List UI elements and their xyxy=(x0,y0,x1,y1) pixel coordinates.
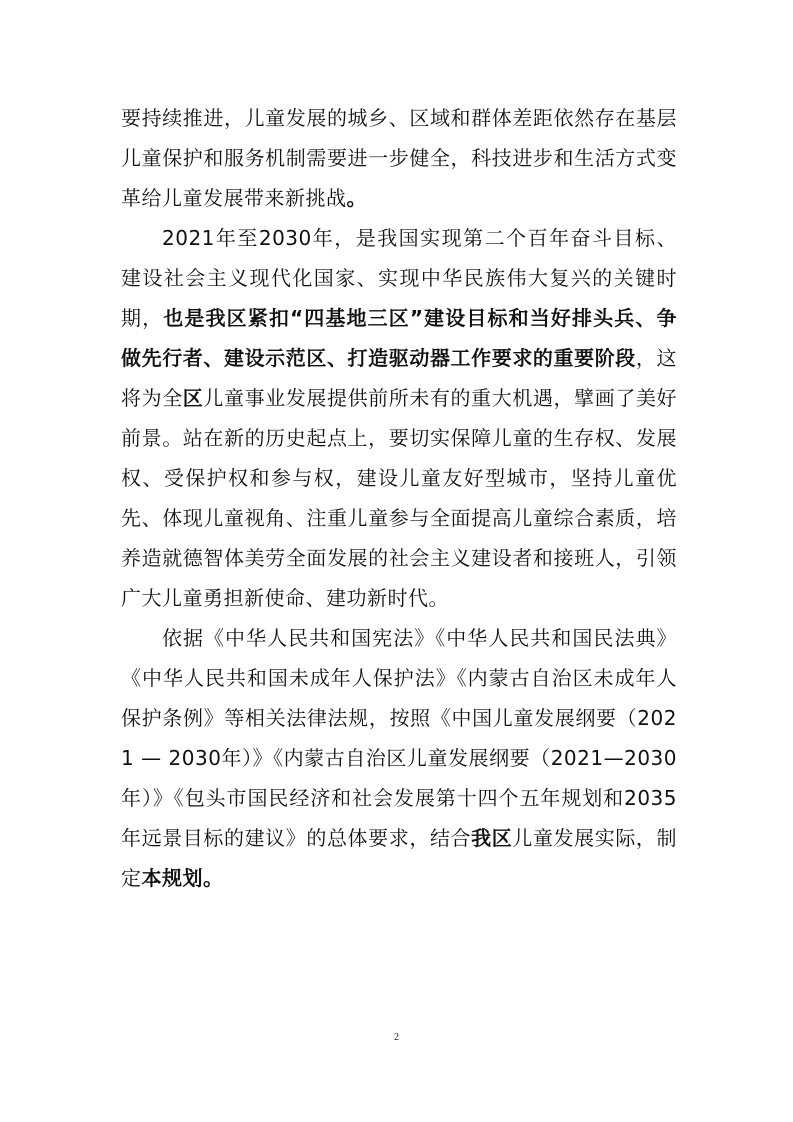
page-number: 2 xyxy=(394,1032,399,1043)
paragraph-2-bold-text: 也是我区紧扣“四基地三区”建设目标和当好排头兵、争做先行者、建设示范区、打造驱动器工作要求的重要阶段 xyxy=(121,306,677,370)
paragraph-3-bold-text: 本规划。 xyxy=(141,866,224,890)
paragraph-3-bold-text: 我区 xyxy=(471,826,513,850)
document-body xyxy=(121,98,677,898)
paragraph-3 xyxy=(121,618,677,898)
paragraph-3-text: 儿童发展实际，制定 xyxy=(121,826,678,890)
paragraph-1 xyxy=(121,98,677,218)
paragraph-1-text: 要持续推进，儿童发展的城乡、区域和群体差距依然存在基层儿童保护和服务机制需要进一步健全，科技进步和生活方式变革给儿童发展带来新挑战 xyxy=(121,106,677,210)
paragraph-2 xyxy=(121,218,677,618)
paragraph-3-text: 依据《中华人民共和国宪法》《中华人民共和国民法典》《中华人民共和国未成年人保护法》《内蒙古自治区未成年人保护条例》等相关法律法规，按照《中国儿童发展纲要（2021 — 2030年）》《内蒙古自治区儿童发展纲要（2021—2030年）》《包头市国民经济和社会发展第十四个五年规划和2035年远景目标的建议》的总体要求，结合 xyxy=(121,626,677,850)
paragraph-1-bold-text: 。 xyxy=(346,186,367,210)
paragraph-2-text: 儿童事业发展提供前所未有的重大机遇，擘画了美好前景。站在新的历史起点上，要切实保障儿童的生存权、发展权、受保护权和参与权，建设儿童友好型城市，坚持儿童优先、体现儿童视角、注重儿童参与全面提高儿童综合素质，培养造就德智体美劳全面发展的社会主义建设者和接班人，引领广大儿童勇担新使命、建功新时代。 xyxy=(121,386,678,610)
paragraph-2-bold-text: 区 xyxy=(182,386,204,410)
paragraph-2-text: 2021年至2030年，是我国实现第二个百年奋斗目标、建设社会主义现代化国家、实现中华民族伟大复兴的关键时期， xyxy=(121,226,677,330)
paragraph-2-text: ，这将为全 xyxy=(121,346,678,410)
